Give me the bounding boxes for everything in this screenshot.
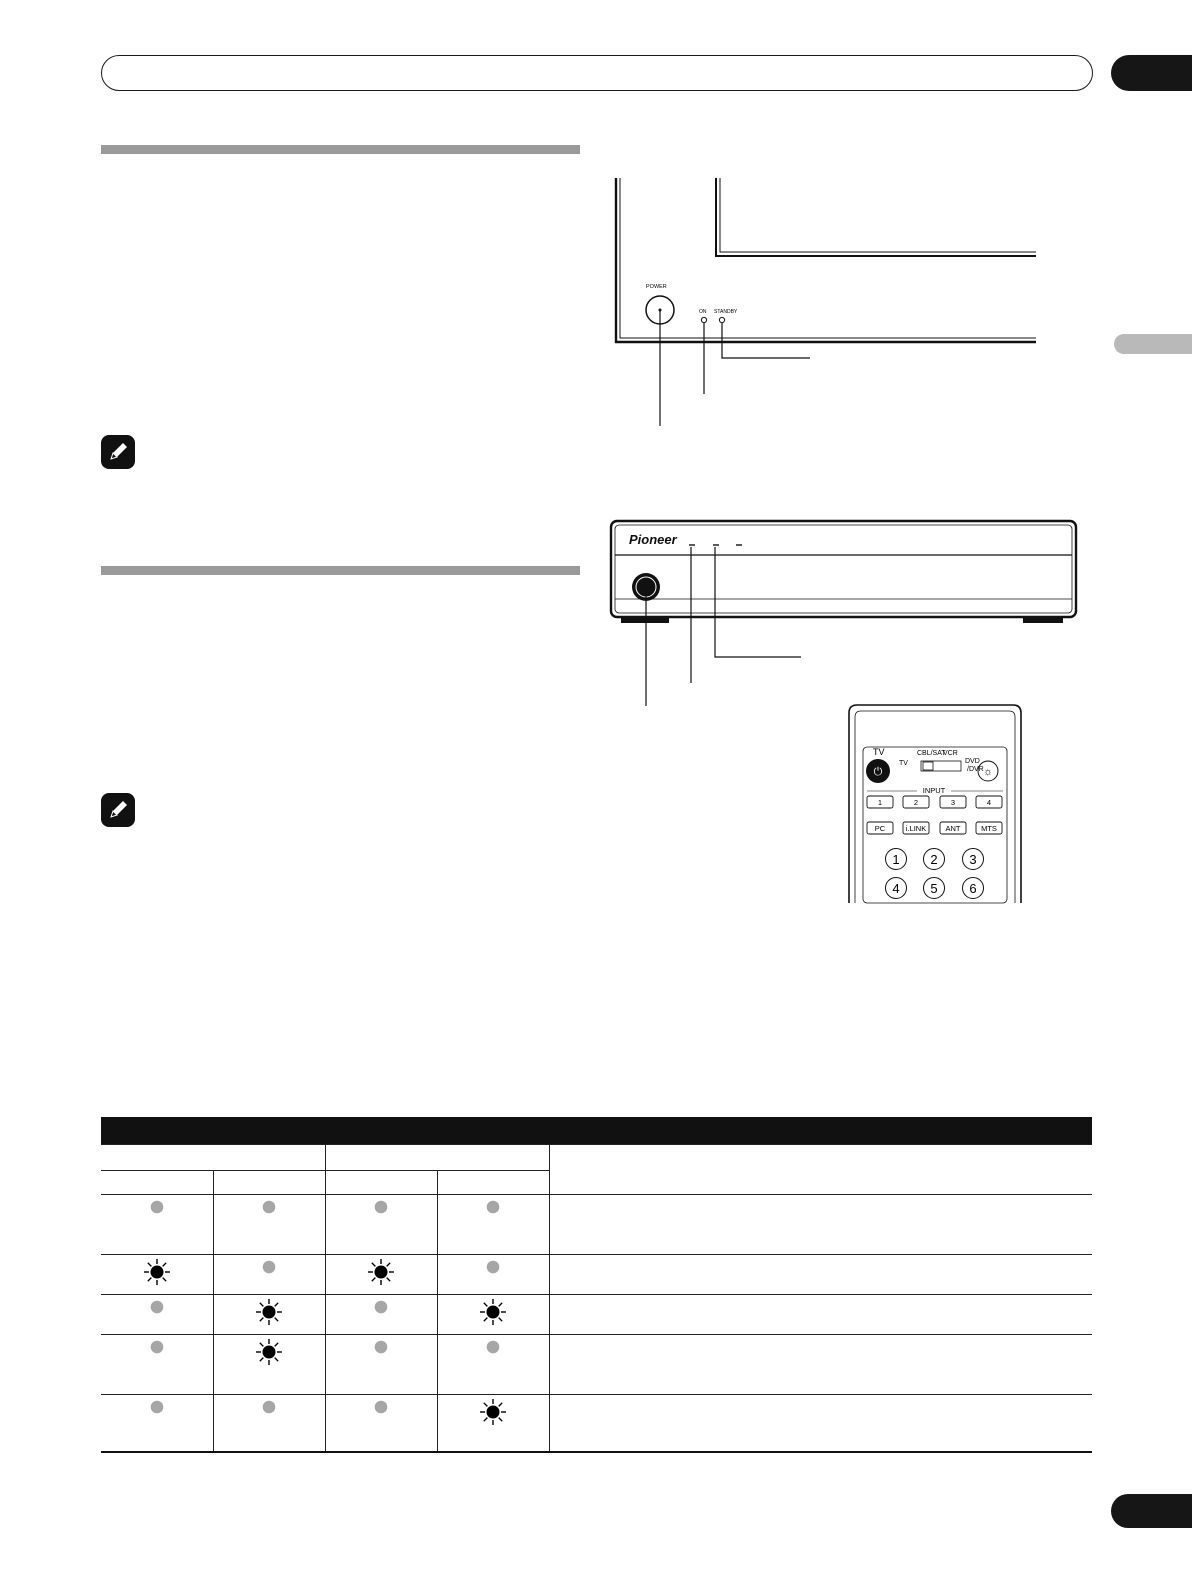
- lamp-cell: [213, 1254, 325, 1294]
- power-icon: ⏻: [873, 766, 883, 778]
- lamp-off-icon: [150, 1340, 164, 1354]
- lamp-cell: [437, 1394, 549, 1452]
- lamp-cell: [325, 1294, 437, 1334]
- power-label: POWER: [646, 284, 667, 290]
- status-description-cell: [549, 1194, 1092, 1254]
- lamp-cell: [325, 1254, 437, 1294]
- lamp-cell: [213, 1394, 325, 1452]
- lamp-off-icon: [374, 1200, 388, 1214]
- lamp-off-icon: [262, 1260, 276, 1274]
- tv-label: TV: [873, 747, 885, 757]
- input-button-label: 2: [913, 798, 919, 807]
- lamp-lit-icon: [142, 1257, 172, 1287]
- display-panel-illustration: [600, 170, 1050, 430]
- mode-label: /DVR: [967, 766, 984, 773]
- brand-logo: Pioneer: [629, 532, 677, 547]
- page-number-tab: [1111, 1494, 1192, 1528]
- lamp-off-icon: [262, 1400, 276, 1414]
- table-row: [101, 1194, 1092, 1254]
- note-icon: [101, 793, 135, 827]
- mode-label: CBL/SAT: [917, 750, 946, 757]
- function-button-label: MTS: [981, 824, 997, 833]
- lamp-cell: [437, 1294, 549, 1334]
- mode-label: VCR: [943, 750, 958, 757]
- section-heading-bar: [101, 566, 580, 575]
- standby-indicator-icon: [719, 317, 724, 322]
- mode-label: TV: [899, 760, 908, 767]
- lamp-lit-icon: [478, 1297, 508, 1327]
- number-button-label: 6: [969, 881, 977, 896]
- lamp-off-icon: [374, 1340, 388, 1354]
- lamp-off-icon: [486, 1260, 500, 1274]
- table-row: [101, 1294, 1092, 1334]
- lamp-cell: [437, 1254, 549, 1294]
- input-button-label: 1: [877, 798, 883, 807]
- lamp-cell: [325, 1334, 437, 1394]
- table-header-band: [101, 1117, 1092, 1144]
- led-status-table: [101, 1117, 1092, 1453]
- input-label: INPUT: [922, 786, 946, 795]
- number-button-label: 3: [969, 852, 977, 867]
- lamp-cell: [437, 1334, 549, 1394]
- lamp-cell: [437, 1194, 549, 1254]
- table-row: [101, 1334, 1092, 1394]
- light-icon: ☼: [982, 766, 994, 778]
- table-row: [101, 1394, 1092, 1452]
- function-button-label: ANT: [945, 824, 961, 833]
- lamp-off-icon: [262, 1200, 276, 1214]
- page-header-bar: [101, 55, 1093, 91]
- lamp-lit-icon: [478, 1397, 508, 1427]
- lamp-cell: [325, 1194, 437, 1254]
- number-button-label: 1: [892, 852, 900, 867]
- number-button-label: 4: [892, 881, 900, 896]
- lamp-off-icon: [150, 1200, 164, 1214]
- number-button-label: 2: [930, 852, 938, 867]
- lamp-off-icon: [486, 1200, 500, 1214]
- lamp-cell: [213, 1294, 325, 1334]
- table-row: [101, 1254, 1092, 1294]
- lamp-lit-icon: [366, 1257, 396, 1287]
- lamp-off-icon: [150, 1300, 164, 1314]
- function-button-label: PC: [874, 824, 886, 833]
- status-description-cell: [549, 1394, 1092, 1452]
- lamp-cell: [213, 1334, 325, 1394]
- lamp-cell: [213, 1194, 325, 1254]
- function-button-label: i.LINK: [905, 824, 927, 833]
- lamp-cell: [101, 1394, 213, 1452]
- media-receiver-illustration: [605, 515, 1085, 710]
- section-heading-bar: [101, 145, 580, 154]
- mode-label: DVD: [965, 758, 980, 765]
- remote-control-illustration: [845, 703, 1025, 903]
- standby-label: STANDBY: [714, 309, 738, 315]
- language-side-tab: [1114, 334, 1192, 354]
- status-description-cell: [549, 1294, 1092, 1334]
- lamp-cell: [101, 1194, 213, 1254]
- table-group-header-row: [101, 1144, 1092, 1170]
- status-description-cell: [549, 1334, 1092, 1394]
- status-description-cell: [549, 1254, 1092, 1294]
- input-button-label: 4: [986, 798, 992, 807]
- lamp-lit-icon: [254, 1337, 284, 1367]
- number-button-label: 5: [930, 881, 938, 896]
- lamp-off-icon: [374, 1400, 388, 1414]
- lamp-cell: [101, 1334, 213, 1394]
- lamp-cell: [325, 1394, 437, 1452]
- on-indicator-icon: [701, 317, 706, 322]
- lamp-off-icon: [150, 1400, 164, 1414]
- lamp-lit-icon: [254, 1297, 284, 1327]
- lamp-cell: [101, 1294, 213, 1334]
- lamp-cell: [101, 1254, 213, 1294]
- lamp-off-icon: [374, 1300, 388, 1314]
- lamp-off-icon: [486, 1340, 500, 1354]
- on-label: ON: [699, 309, 707, 315]
- note-icon: [101, 435, 135, 469]
- input-button-label: 3: [950, 798, 956, 807]
- chapter-tab: [1111, 55, 1192, 91]
